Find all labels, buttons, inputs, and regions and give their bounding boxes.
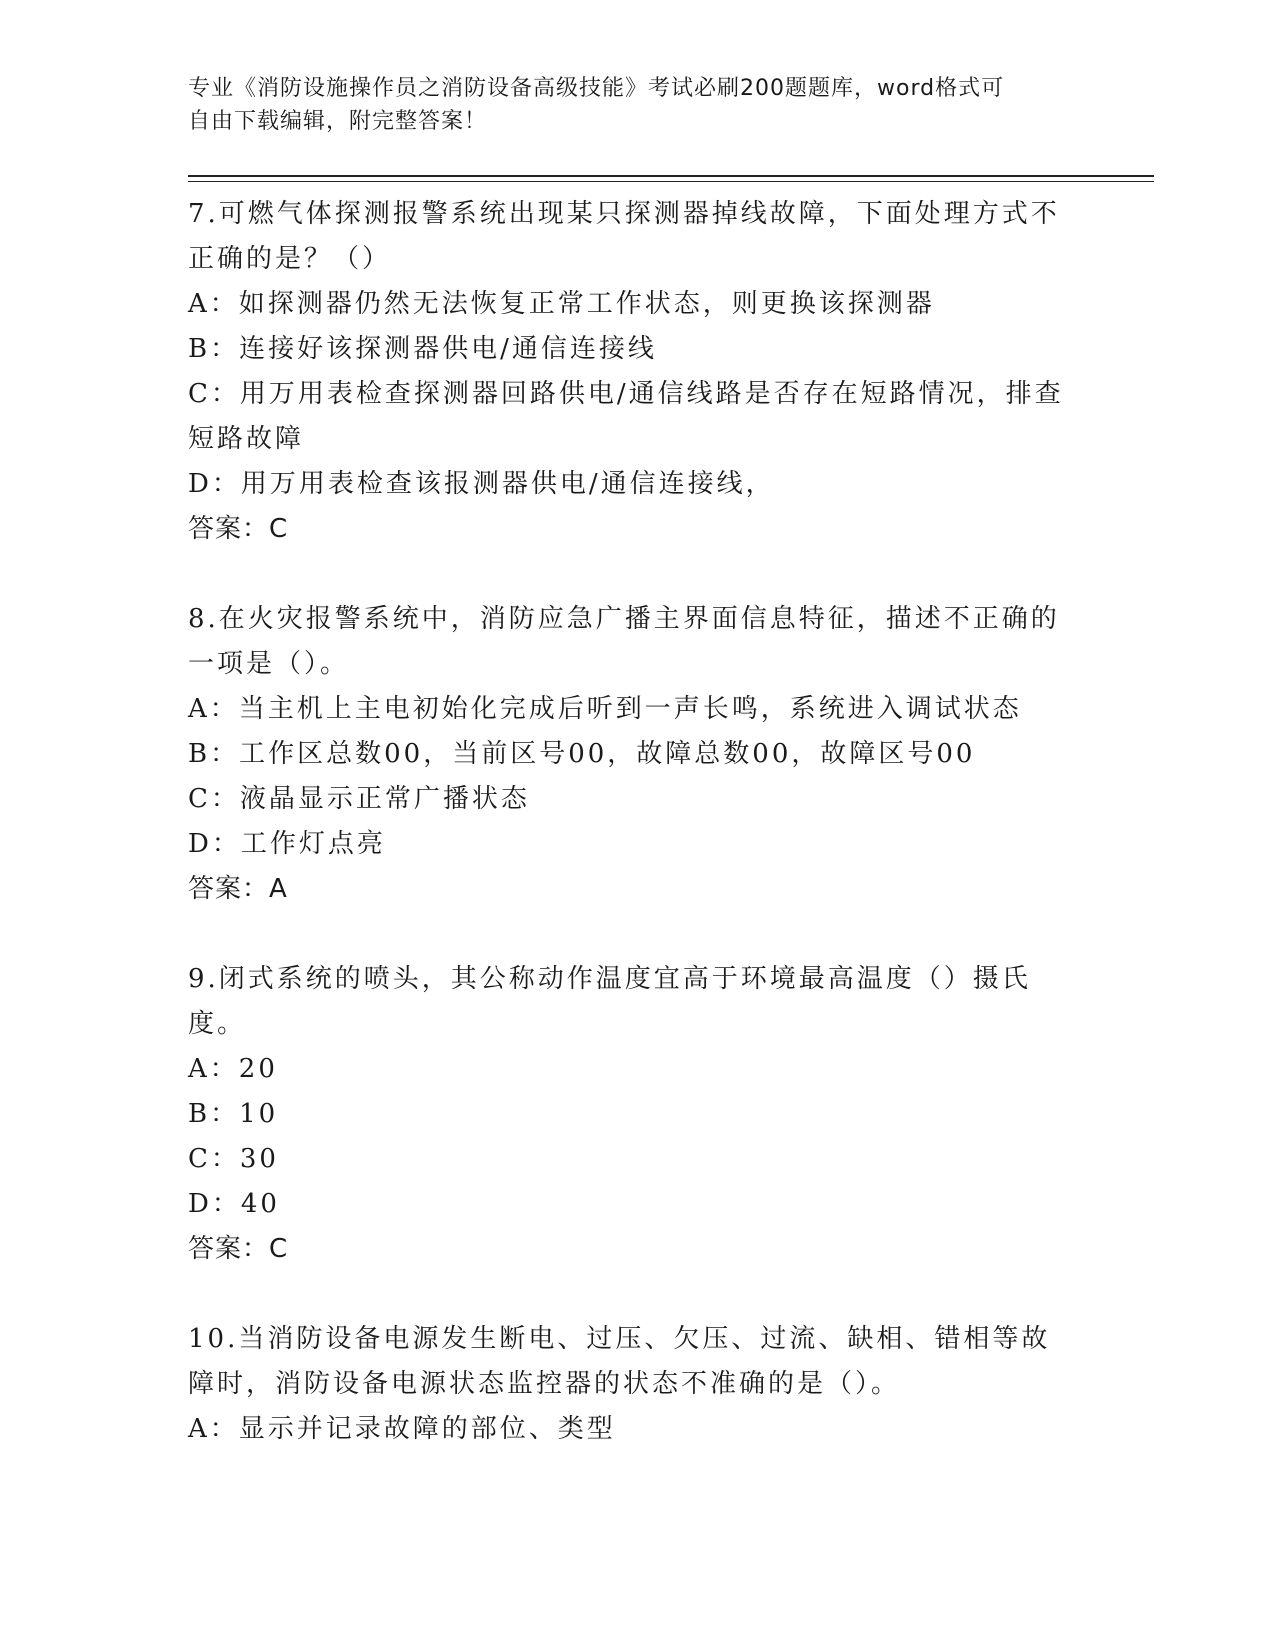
question-9 bbox=[188, 957, 1068, 1272]
header-divider-thick bbox=[188, 175, 1154, 177]
question-stem: 8.在火灾报警系统中，消防应急广播主界面信息特征，描述不正确的一项是（）。 bbox=[188, 604, 1060, 679]
question-list bbox=[188, 192, 1068, 1452]
question-10 bbox=[188, 1317, 1068, 1452]
option-c: C：液晶显示正常广播状态 bbox=[188, 784, 530, 814]
option-d: D：用万用表检查该报测器供电/通信连接线， bbox=[188, 469, 775, 499]
option-d: D：工作灯点亮 bbox=[188, 829, 386, 859]
answer-line: 答案：C bbox=[188, 514, 289, 544]
answer-line: 答案：C bbox=[188, 1234, 289, 1264]
option-a: A：当主机上主电初始化完成后听到一声长鸣，系统进入调试状态 bbox=[188, 694, 1022, 724]
question-stem: 9.闭式系统的喷头，其公称动作温度宜高于环境最高温度（）摄氏度。 bbox=[188, 964, 1031, 1039]
option-b: B：10 bbox=[188, 1099, 279, 1129]
question-7 bbox=[188, 192, 1068, 552]
answer-line: 答案：A bbox=[188, 874, 288, 904]
document-header bbox=[188, 72, 1068, 138]
option-c: C：用万用表检查探测器回路供电/通信线路是否存在短路情况，排查短路故障 bbox=[188, 379, 1064, 454]
option-a: A：如探测器仍然无法恢复正常工作状态，则更换该探测器 bbox=[188, 289, 935, 319]
option-b: B：工作区总数00，当前区号00，故障总数00，故障区号00 bbox=[188, 739, 976, 769]
header-line-1: 专业《消防设施操作员之消防设备高级技能》考试必刷200题题库，word格式可 bbox=[188, 76, 1005, 101]
option-a: A：显示并记录故障的部位、类型 bbox=[188, 1414, 616, 1444]
option-a: A：20 bbox=[188, 1054, 278, 1084]
option-c: C：30 bbox=[188, 1144, 279, 1174]
option-d: D：40 bbox=[188, 1189, 280, 1219]
question-stem: 7.可燃气体探测报警系统出现某只探测器掉线故障，下面处理方式不正确的是？（） bbox=[188, 199, 1060, 274]
header-divider-thin bbox=[188, 181, 1154, 182]
option-b: B：连接好该探测器供电/通信连接线 bbox=[188, 334, 657, 364]
question-stem: 10.当消防设备电源发生断电、过压、欠压、过流、缺相、错相等故障时，消防设备电源状态监控器的状态不准确的是（）。 bbox=[188, 1324, 1051, 1399]
header-line-2: 自由下载编辑，附完整答案！ bbox=[188, 109, 488, 134]
question-8 bbox=[188, 597, 1068, 912]
